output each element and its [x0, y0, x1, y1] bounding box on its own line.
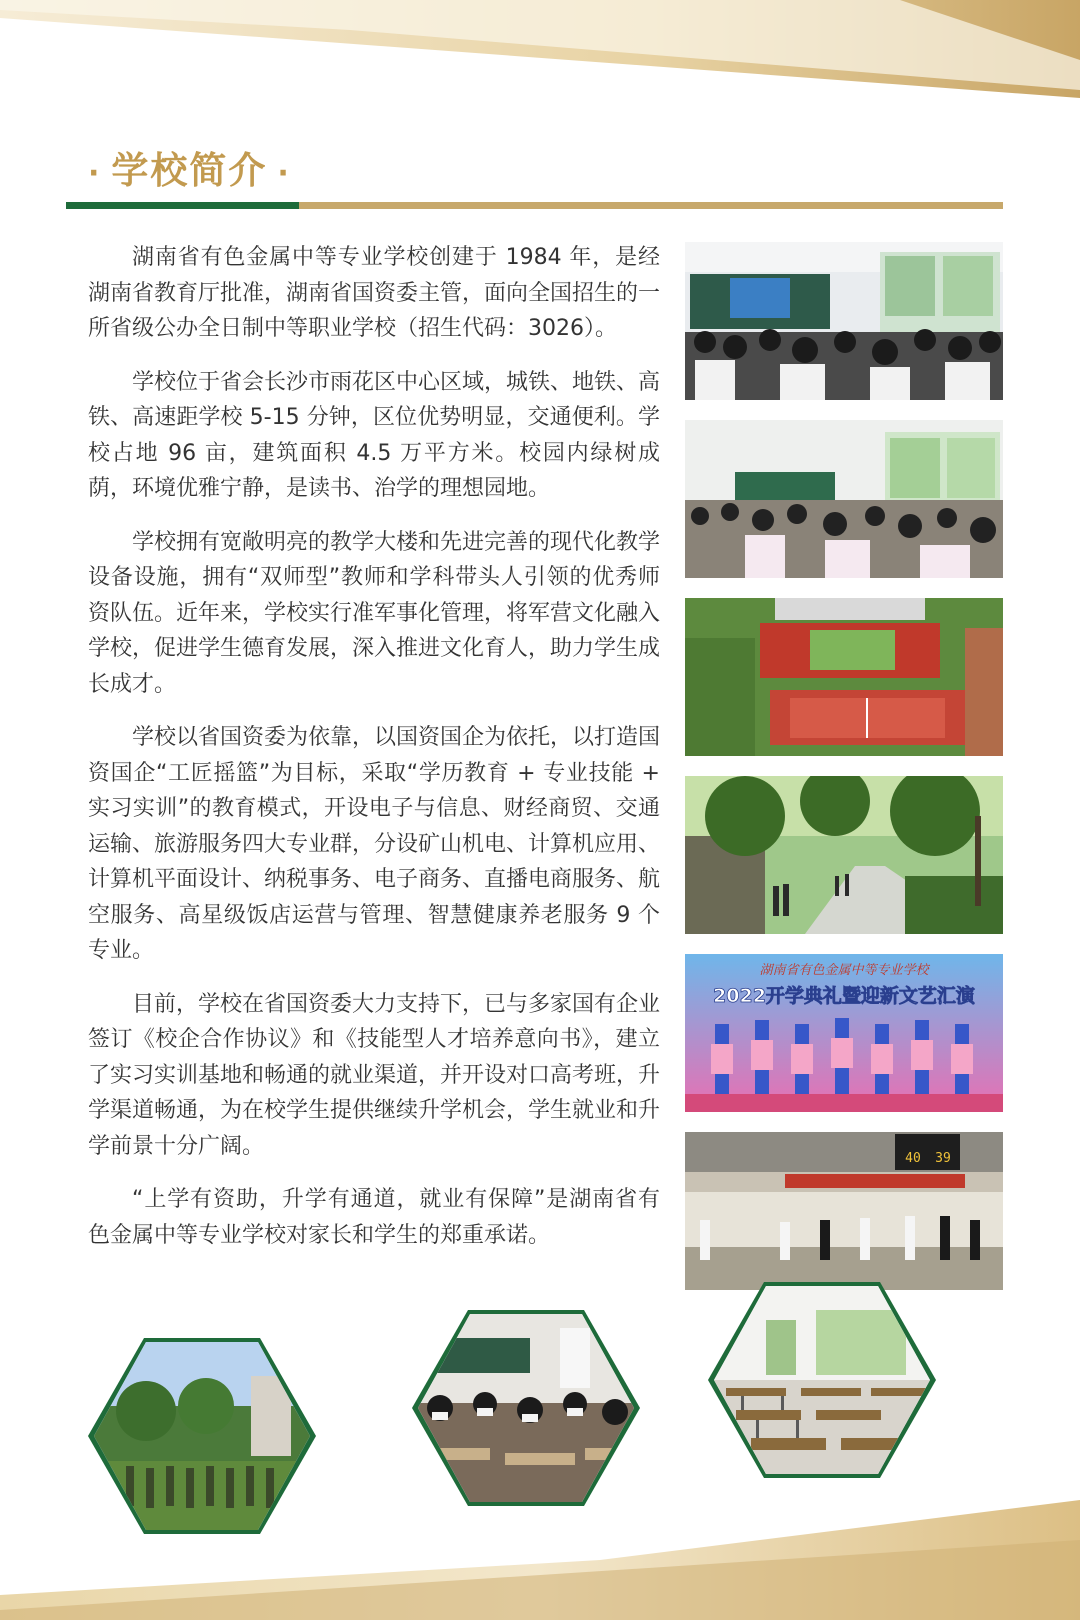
stage-banner-text: 湖南省有色金属中等专业学校: [759, 963, 929, 978]
intro-paragraph-2: 学校位于省会长沙市雨花区中心区域，城铁、地铁、高铁、高速距学校 5-15 分钟，区位优势明显，交通便利。学校占地 96 亩，建筑面积 4.5 万平方米。校园内绿树成荫，环境优雅宁静，是读书、治学的理想园地。: [88, 369, 661, 501]
title-dot-right: ·: [277, 156, 291, 191]
top-decorative-band: [0, 0, 1080, 110]
intro-paragraph-6: “上学有资助，升学有通道，就业有保障”是湖南省有色金属中等专业学校对家长和学生的郑重承诺。: [88, 1187, 660, 1248]
photo-column: [685, 242, 1003, 1310]
photo-classroom-study: [685, 420, 1003, 578]
intro-paragraph-4: 学校以省国资委为依靠，以国资国企为依托，以打造国资国企“工匠摇篮”为目标，采取“学历教育 + 专业技能 + 实习实训”的教育模式，开设电子与信息、财经商贸、交通运输、旅游服务四大专业群，分设矿山机电、计算机应用、计算机平面设计、纳税事务、电子商务、直播电商服务、航空服务、高星级饭店运营与管理、智慧健康养老服务 9 个专业。: [88, 725, 661, 963]
bottom-decorative-band: [0, 1500, 1080, 1620]
stage-title-text: 2022开学典礼暨迎新文艺汇演: [713, 985, 975, 1007]
photo-basketball-gym: [685, 1132, 1003, 1290]
intro-paragraph-5: 目前，学校在省国资委大力支持下，已与多家国有企业签订《校企合作协议》和《技能型人才培养意向书》，建立了实习实训基地和畅通的就业渠道，并开设对口高考班，升学渠道畅通，为在校学生提供继续升学机会，学生就业和升学前景十分广阔。: [88, 991, 661, 1159]
scoreboard-left: 40: [905, 1151, 921, 1166]
photo-classroom-lecture: [685, 242, 1003, 400]
hex-photo-empty-classroom: [706, 1280, 938, 1484]
scoreboard-right: 39: [935, 1151, 951, 1166]
intro-paragraph-1: 湖南省有色金属中等专业学校创建于 1984 年，是经湖南省教育厅批准，湖南省国资委主管，面向全国招生的一所省级公办全日制中等职业学校（招生代码：3026）。: [88, 245, 661, 341]
intro-paragraph-3: 学校拥有宽敞明亮的教学大楼和先进完善的现代化教学设备设施，拥有“双师型”教师和学科带头人引领的优秀师资队伍。近年来，学校实行准军事化管理，将军营文化融入学校，促进学生德育发展，深入推进文化育人，助力学生成长成才。: [88, 529, 661, 697]
photo-stage-performance: [685, 954, 1003, 1112]
title-underline-gold: [299, 202, 1003, 209]
photo-campus-road: [685, 776, 1003, 934]
title-underline: [66, 202, 1003, 209]
section-title-text: 学校简介: [111, 149, 268, 192]
section-title: [78, 140, 301, 194]
hex-photo-students-masks: [410, 1308, 642, 1512]
title-underline-green: [66, 202, 299, 209]
photo-sports-field-aerial: [685, 598, 1003, 756]
intro-text-column: [88, 240, 660, 1271]
title-dot-left: ·: [88, 156, 102, 191]
